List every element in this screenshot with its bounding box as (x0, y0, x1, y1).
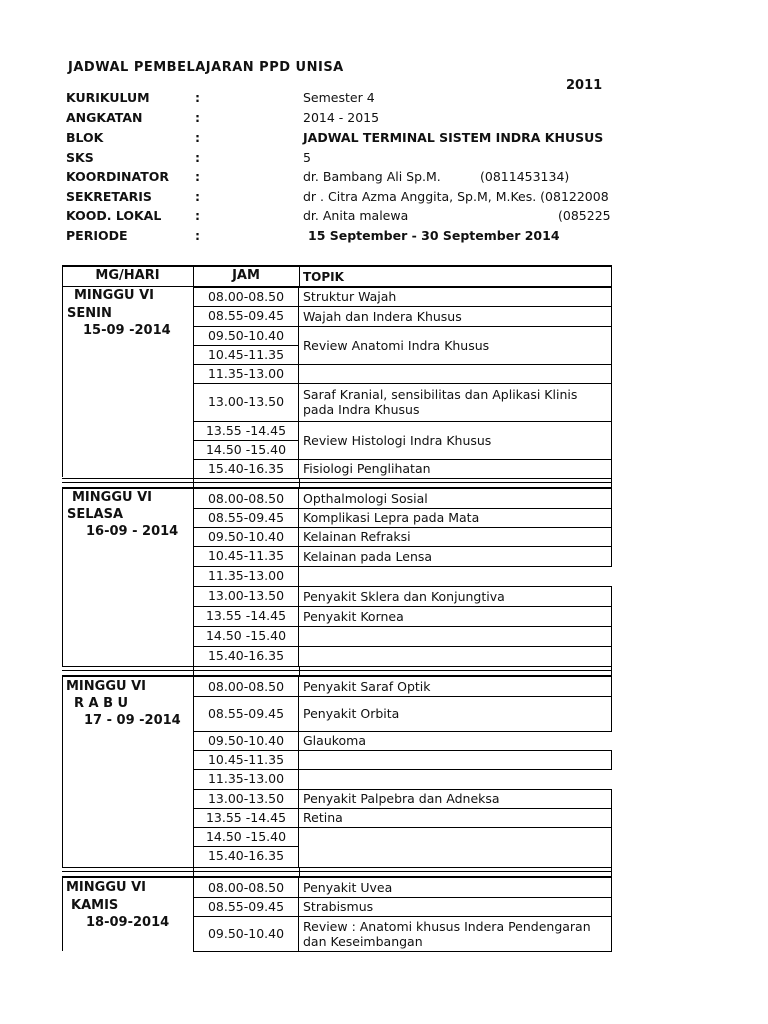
time-slot: 11.35-13.00 (193, 769, 299, 789)
time-slot: 11.35-13.00 (193, 566, 299, 586)
time-slot: 09.50-10.40 (193, 527, 299, 546)
header-jam: JAM (232, 268, 260, 283)
time-slot: 10.45-11.35 (193, 345, 299, 364)
row-line (299, 789, 612, 790)
day-separator (62, 670, 612, 671)
row-line (193, 287, 612, 288)
day-week-kamis: MINGGU VI (66, 880, 146, 895)
time-slot: 13.00-13.50 (193, 789, 299, 808)
separator-divider (611, 867, 612, 877)
topic-cell (299, 566, 612, 586)
row-line (193, 306, 612, 307)
page-title: JADWAL PEMBELAJARAN PPD UNISA (68, 60, 344, 75)
row-line (193, 916, 612, 917)
row-line (193, 750, 612, 751)
time-slot: 08.55-09.45 (193, 508, 299, 527)
row-line (193, 606, 612, 607)
meta-label-koordinator: KOORDINATOR (66, 169, 169, 184)
row-line (193, 769, 612, 770)
day-week-senin: MINGGU VI (74, 288, 154, 303)
row-line (193, 846, 299, 847)
row-line (193, 440, 299, 441)
topic-cell (299, 646, 612, 666)
row-line (193, 626, 612, 627)
separator-divider (193, 666, 194, 676)
meta-value-koordinator: dr. Bambang Ali Sp.M. (303, 169, 441, 184)
meta-colon: : (195, 189, 200, 204)
day-separator (62, 867, 612, 868)
topic-cell: Penyakit Kornea (299, 606, 612, 626)
row-line (193, 951, 612, 952)
topic-cell: Penyakit Palpebra dan Adneksa (299, 789, 612, 808)
row-line (193, 827, 612, 828)
time-slot: 08.55-09.45 (193, 696, 299, 731)
time-slot: 14.50 -15.40 (193, 626, 299, 646)
row-line (193, 527, 612, 528)
row-line (193, 789, 299, 790)
row-line (193, 546, 612, 547)
time-slot: 14.50 -15.40 (193, 827, 299, 846)
day-separator (62, 478, 612, 479)
topic-cell (299, 769, 612, 789)
day-separator (62, 666, 612, 667)
time-slot: 13.00-13.50 (193, 383, 299, 421)
time-slot: 15.40-16.35 (193, 846, 299, 867)
topic-cell: Komplikasi Lepra pada Mata (299, 508, 612, 527)
meta-label-angkatan: ANGKATAN (66, 110, 143, 125)
meta-value-blok: JADWAL TERMINAL SISTEM INDRA KHUSUS (303, 130, 604, 145)
meta-colon: : (195, 150, 200, 165)
time-slot: 10.45-11.35 (193, 546, 299, 566)
row-line (193, 646, 612, 647)
meta-label-sekretaris: SEKRETARIS (66, 189, 152, 204)
row-line (193, 421, 612, 422)
header-topik: TOPIK (303, 270, 344, 284)
row-line (193, 566, 612, 567)
table-left-border (62, 677, 63, 867)
row-line (193, 808, 612, 809)
time-slot: 08.00-08.50 (193, 677, 299, 696)
time-slot: 09.50-10.40 (193, 326, 299, 345)
time-slot: 13.55 -14.45 (193, 808, 299, 827)
day-name-rabu: R A B U (74, 696, 129, 711)
time-slot: 08.00-08.50 (193, 878, 299, 897)
day-week-rabu: MINGGU VI (66, 679, 146, 694)
separator-divider (299, 666, 300, 676)
row-line (193, 345, 299, 346)
time-slot: 13.00-13.50 (193, 586, 299, 606)
topic-cell: Penyakit Saraf Optik (299, 677, 612, 696)
meta-label-kood-lokal: KOOD. LOKAL (66, 208, 162, 223)
time-slot: 13.55 -14.45 (193, 606, 299, 626)
year-label: 2011 (566, 78, 603, 93)
meta-value-periode: 15 September - 30 September 2014 (308, 228, 560, 243)
day-date-senin: 15-09 -2014 (83, 323, 171, 338)
header-mg-hari: MG/HARI (95, 268, 160, 283)
topic-cell (299, 364, 612, 383)
time-slot: 15.40-16.35 (193, 646, 299, 666)
row-line (193, 731, 612, 732)
meta-colon: : (195, 110, 200, 125)
topic-cell: Kelainan pada Lensa (299, 546, 612, 566)
table-left-border (62, 878, 63, 951)
day-separator (62, 871, 612, 872)
header-divider (299, 265, 300, 287)
meta-value-sekretaris: dr . Citra Azma Anggita, Sp.M, M.Kes. (08122008 (303, 189, 609, 204)
meta-value-angkatan: 2014 - 2015 (303, 110, 380, 125)
meta-value-kurikulum: Semester 4 (303, 90, 375, 105)
separator-divider (193, 867, 194, 877)
topic-cell: Glaukoma (303, 733, 367, 748)
row-line (193, 696, 612, 697)
time-slot: 10.45-11.35 (193, 750, 299, 769)
day-date-selasa: 16-09 - 2014 (86, 524, 179, 539)
separator-divider (611, 666, 612, 676)
table-left-border (62, 287, 63, 477)
topic-cell: Kelainan Refraksi (299, 527, 612, 546)
row-line (299, 586, 612, 587)
meta-label-blok: BLOK (66, 130, 104, 145)
row-line (193, 897, 612, 898)
time-slot: 09.50-10.40 (193, 916, 299, 951)
topic-cell: Review Histologi Indra Khusus (299, 421, 612, 459)
meta-value-sks: 5 (303, 150, 311, 165)
topic-cell: Saraf Kranial, sensibilitas dan Aplikasi Klinis pada Indra Khusus (299, 383, 612, 421)
row-line (193, 326, 612, 327)
day-date-kamis: 18-09-2014 (86, 915, 170, 930)
time-slot: 09.50-10.40 (193, 731, 299, 750)
time-slot: 15.40-16.35 (193, 459, 299, 478)
topic-cell: Opthalmologi Sosial (299, 489, 612, 508)
day-name-kamis: KAMIS (71, 898, 119, 913)
row-line (193, 364, 612, 365)
separator-divider (611, 478, 612, 488)
meta-value-kood-lokal: dr. Anita malewa (303, 208, 409, 223)
separator-divider (299, 867, 300, 877)
day-name-senin: SENIN (67, 306, 112, 321)
time-slot: 08.55-09.45 (193, 897, 299, 916)
meta-colon: : (195, 130, 200, 145)
time-slot: 08.00-08.50 (193, 287, 299, 306)
topic-cell: Penyakit Uvea (299, 878, 612, 897)
table-left-border (62, 489, 63, 666)
topic-cell: Retina (299, 808, 612, 827)
separator-divider (193, 478, 194, 488)
meta-colon: : (195, 228, 200, 243)
topic-cell (299, 626, 612, 646)
separator-divider (299, 478, 300, 488)
time-slot: 11.35-13.00 (193, 364, 299, 383)
topic-cell: Strabismus (299, 897, 612, 916)
topic-cell: Review : Anatomi khusus Indera Pendengaran dan Keseimbangan (299, 916, 612, 951)
meta-colon: : (195, 208, 200, 223)
day-separator (62, 482, 612, 483)
time-slot: 08.55-09.45 (193, 306, 299, 326)
meta-label-sks: SKS (66, 150, 94, 165)
meta-phone-koordinator: (0811453134) (480, 169, 570, 184)
row-line (193, 508, 612, 509)
topic-cell: Penyakit Orbita (299, 696, 612, 731)
topic-cell: Fisiologi Penglihatan (299, 459, 612, 478)
row-line (193, 586, 299, 587)
day-date-rabu: 17 - 09 -2014 (84, 713, 181, 728)
topic-cell: Review Anatomi Indra Khusus (299, 326, 612, 364)
meta-label-periode: PERIODE (66, 228, 128, 243)
topic-cell: Struktur Wajah (299, 287, 612, 306)
day-name-selasa: SELASA (67, 507, 124, 522)
row-line (193, 459, 612, 460)
meta-colon: : (195, 169, 200, 184)
topic-cell: Wajah dan Indera Khusus (299, 306, 612, 326)
time-slot: 13.55 -14.45 (193, 421, 299, 440)
day-week-selasa: MINGGU VI (72, 490, 152, 505)
meta-phone-kood-lokal: (085225 (558, 208, 611, 223)
topic-cell (299, 750, 612, 769)
topic-cell: Penyakit Sklera dan Konjungtiva (299, 586, 612, 606)
time-slot: 08.00-08.50 (193, 489, 299, 508)
time-slot: 14.50 -15.40 (193, 440, 299, 459)
row-line (193, 383, 612, 384)
meta-colon: : (195, 90, 200, 105)
meta-label-kurikulum: KURIKULUM (66, 90, 150, 105)
topic-cell (299, 827, 612, 867)
